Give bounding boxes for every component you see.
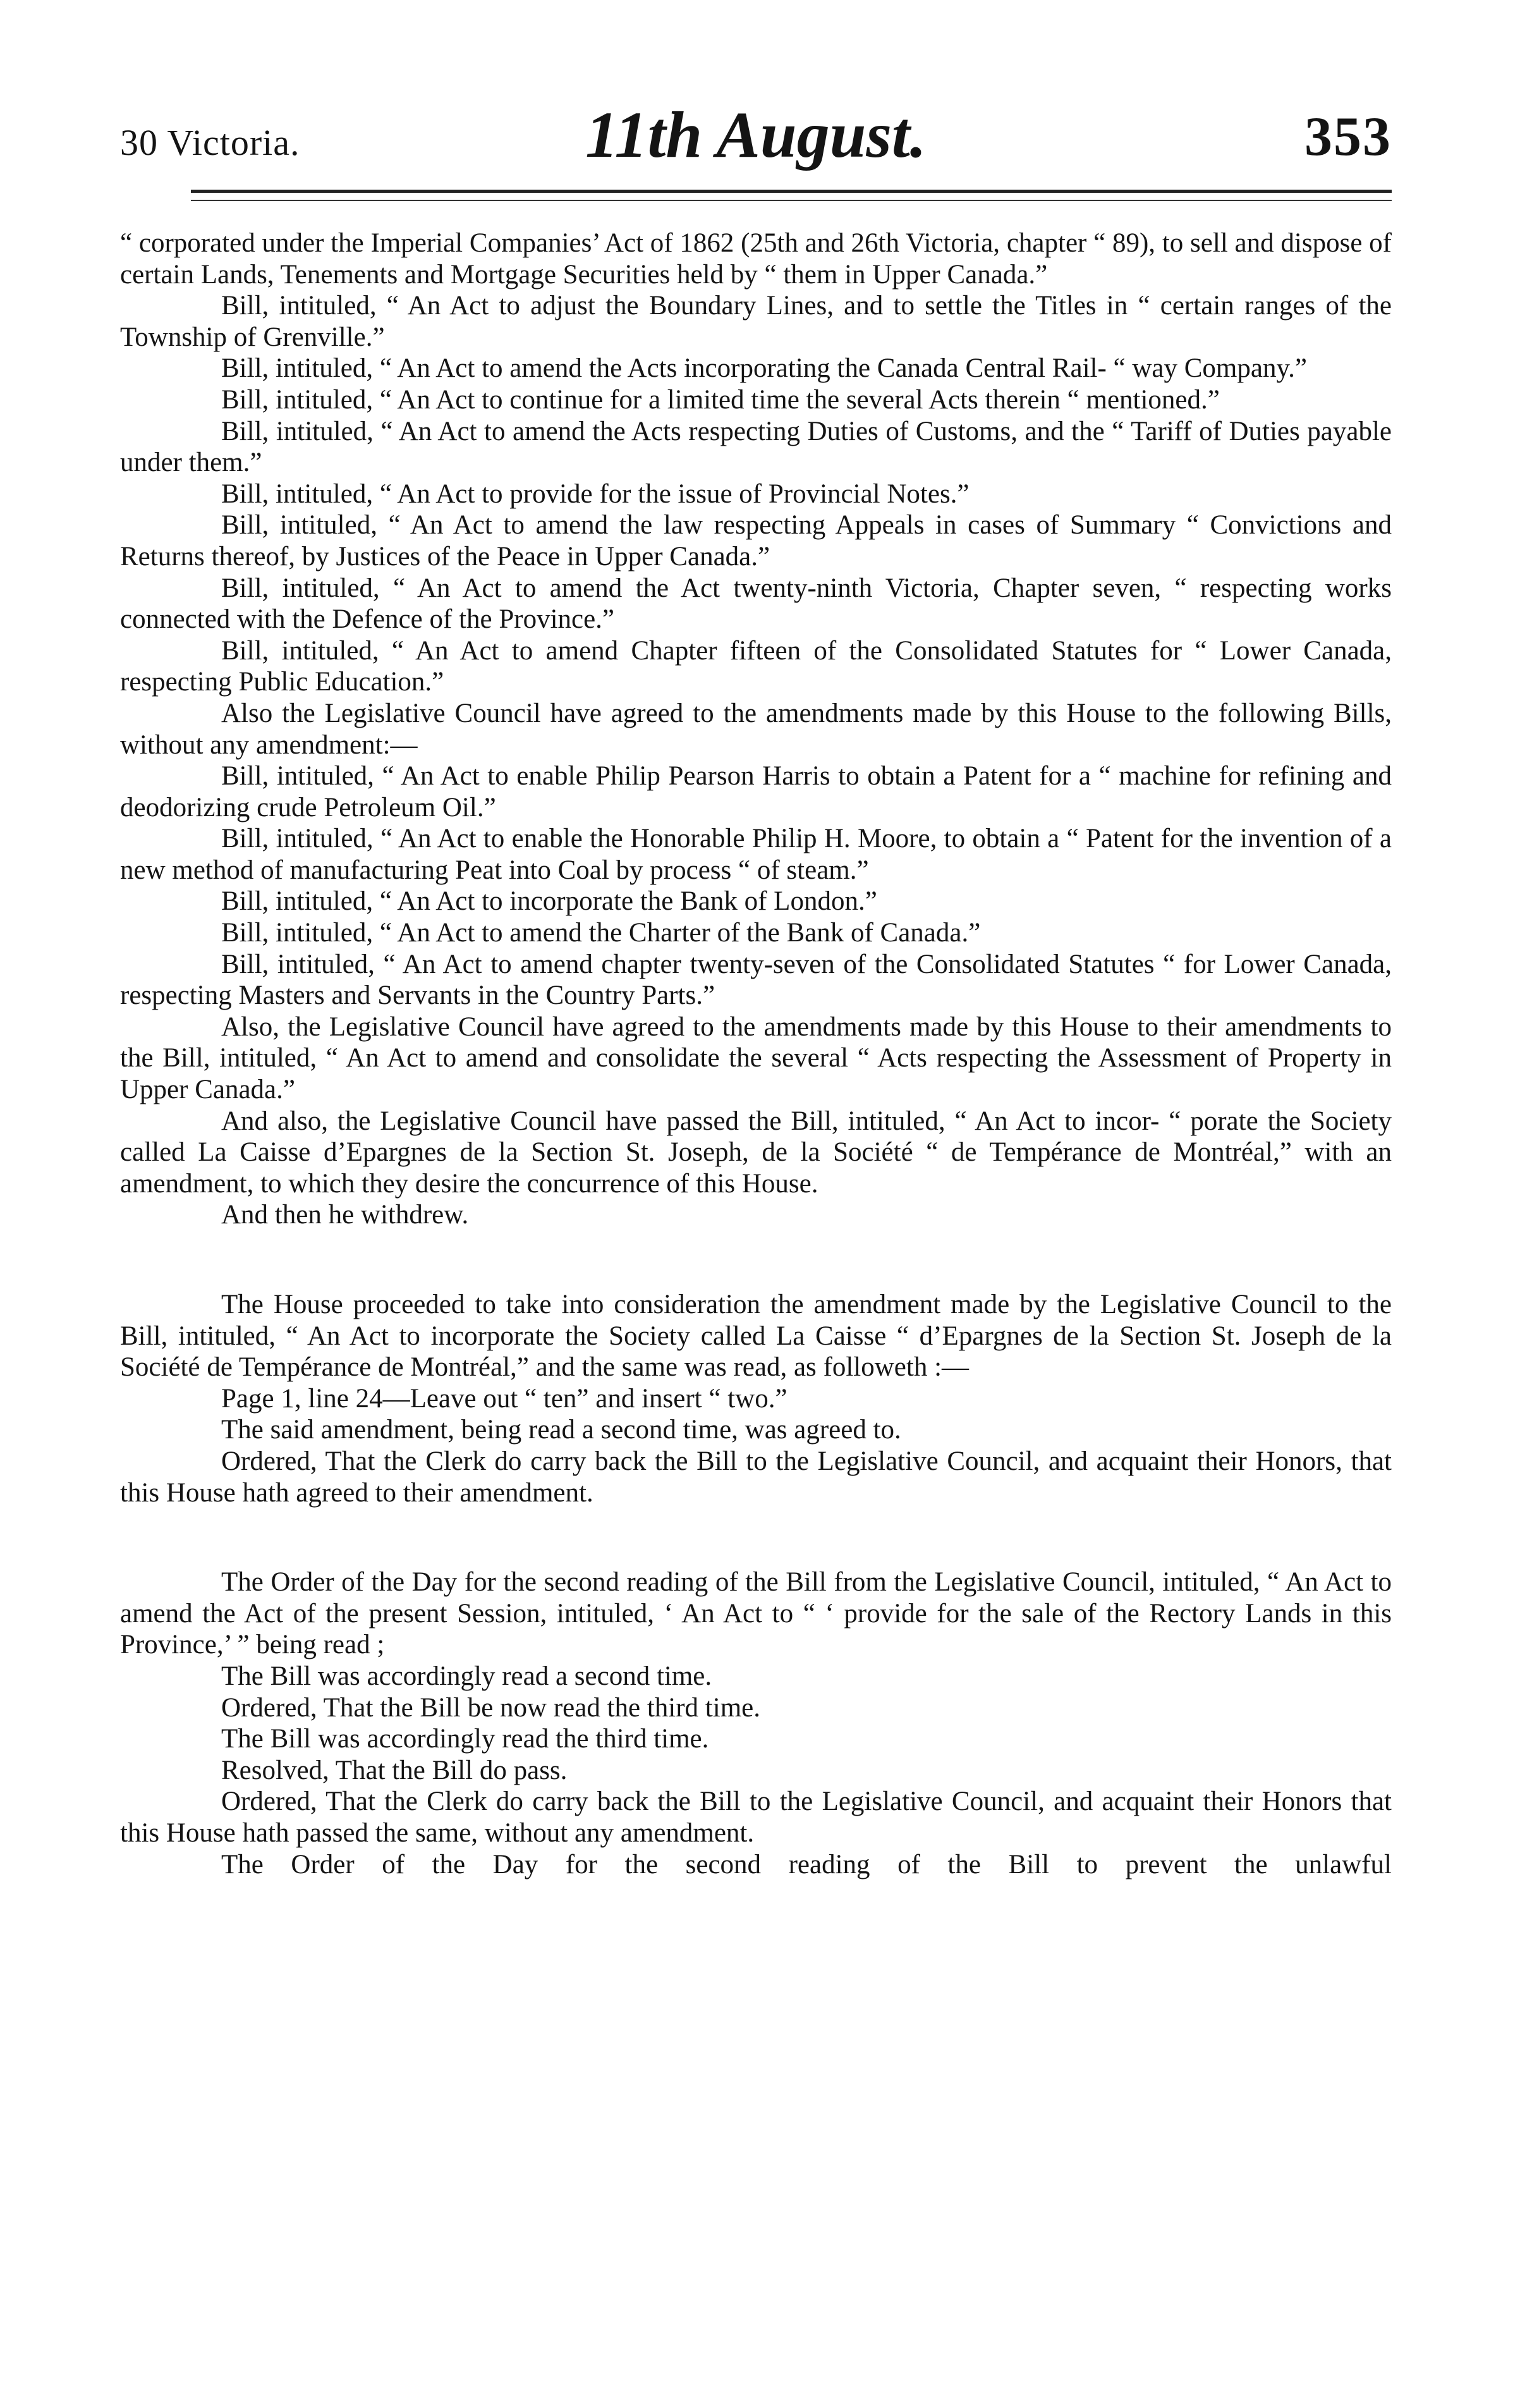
paragraph: Bill, intituled, “ An Act to incorporate the Bank of London.” <box>221 886 877 917</box>
running-head-regnal-year: 30 Victoria. <box>120 122 300 163</box>
paragraph: Page 1, line 24—Leave out “ ten” and insert “ two.” <box>221 1383 787 1414</box>
page-header <box>120 89 1392 177</box>
paragraph: Also the Legislative Council have agreed to the amendments made by this House to the following Bills, without any amendment:— <box>120 698 1392 760</box>
paragraph: Bill, intituled, “ An Act to adjust the Boundary Lines, and to settle the Titles in “ certain ranges of the Township of Grenville.” <box>120 291 1392 352</box>
paragraph: The Order of the Day for the second reading of the Bill from the Legislative Council, intituled, “ An Act to amend the Act of the present Session, intituled, ‘ An Act to “ ‘ provide for the sale of the Rectory Lands in this Province,’ ” being read ; <box>120 1567 1392 1660</box>
paragraph: Bill, intituled, “ An Act to amend the Charter of the Bank of Canada.” <box>221 918 981 948</box>
header-rule-thin <box>191 200 1392 201</box>
paragraph: Bill, intituled, “ An Act to amend the Acts incorporating the Canada Central Rail- “ way Company.” <box>221 353 1308 384</box>
paragraph: The Bill was accordingly read a second time. <box>221 1661 712 1691</box>
paragraph: Bill, intituled, “ An Act to amend the Acts respecting Duties of Customs, and the “ Tariff of Duties payable under them.” <box>120 416 1392 478</box>
paragraph: The House proceeded to take into consideration the amendment made by the Legislative Council to the Bill, intituled, “ An Act to incorporate the Society called La Caisse “ d’Epargnes de la Section St. Joseph de la Société de Tempérance de Montréal,” and the same was read, as followeth :— <box>120 1290 1392 1383</box>
paragraph: Resolved, That the Bill do pass. <box>221 1755 568 1785</box>
paragraph: Bill, intituled, “ An Act to provide for the issue of Provincial Notes.” <box>221 479 970 509</box>
paragraph: The said amendment, being read a second time, was agreed to. <box>221 1415 901 1445</box>
page-number: 353 <box>1304 106 1392 168</box>
paragraph: “ corporated under the Imperial Companies’ Act of 1862 (25th and 26th Victoria, chapter “ 89), to sell and dispose of certain Lands, Tenements and Mortgage Securities held by “ them in Upper Canada.” <box>120 228 1392 290</box>
paragraph: Bill, intituled, “ An Act to amend the Act twenty-ninth Victoria, Chapter seven, “ respecting works connected with the Defence of the Province.” <box>120 573 1392 635</box>
paragraph: And then he withdrew. <box>221 1200 469 1230</box>
paragraph: Bill, intituled, “ An Act to enable the Honorable Philip H. Moore, to obtain a “ Patent for the invention of a new method of manufacturing Peat into Coal by process “ of steam.” <box>120 824 1392 885</box>
paragraph: The Bill was accordingly read the third time. <box>221 1724 709 1754</box>
paragraph: Ordered, That the Bill be now read the third time. <box>221 1692 760 1723</box>
paragraph: Ordered, That the Clerk do carry back the Bill to the Legislative Council, and acquaint their Honors, that this House hath agreed to their amendment. <box>120 1446 1392 1508</box>
paragraph: Bill, intituled, “ An Act to amend Chapter fifteen of the Consolidated Statutes for “ Lower Canada, respecting Public Education.” <box>120 635 1392 697</box>
header-rule-thick <box>191 190 1392 193</box>
paragraph: Bill, intituled, “ An Act to amend chapter twenty-seven of the Consolidated Statutes “ for Lower Canada, respecting Masters and Servants in the Country Parts.” <box>120 949 1392 1011</box>
paragraph: Bill, intituled, “ An Act to enable Philip Pearson Harris to obtain a Patent for a “ machine for refining and deodorizing crude Petroleum Oil.” <box>120 761 1392 822</box>
paragraph: Bill, intituled, “ An Act to amend the law respecting Appeals in cases of Summary “ Convictions and Returns thereof, by Justices of the Peace in Upper Canada.” <box>120 510 1392 571</box>
paragraph: Ordered, That the Clerk do carry back the Bill to the Legislative Council, and acquaint their Honors that this House hath passed the same, without any amendment. <box>120 1787 1392 1848</box>
paragraph: And also, the Legislative Council have passed the Bill, intituled, “ An Act to incor- “ porate the Society called La Caisse d’Epargnes de la Section St. Joseph, de la Société “ de Tempérance de Montréal,” with an amendment, to which they desire the concurrence of this House. <box>120 1106 1392 1199</box>
paragraph: Also, the Legislative Council have agreed to the amendments made by this House to their amendments to the Bill, intituled, “ An Act to amend and consolidate the several “ Acts respecting the Assessment of Property in Upper Canada.” <box>120 1011 1392 1105</box>
paragraph: Bill, intituled, “ An Act to continue for a limited time the several Acts therein “ mentioned.” <box>221 384 1220 415</box>
running-head-date: 11th August. <box>585 99 927 171</box>
paragraph: The Order of the Day for the second reading of the Bill to prevent the unlawful <box>221 1849 1392 1879</box>
page-body <box>120 228 1392 1880</box>
